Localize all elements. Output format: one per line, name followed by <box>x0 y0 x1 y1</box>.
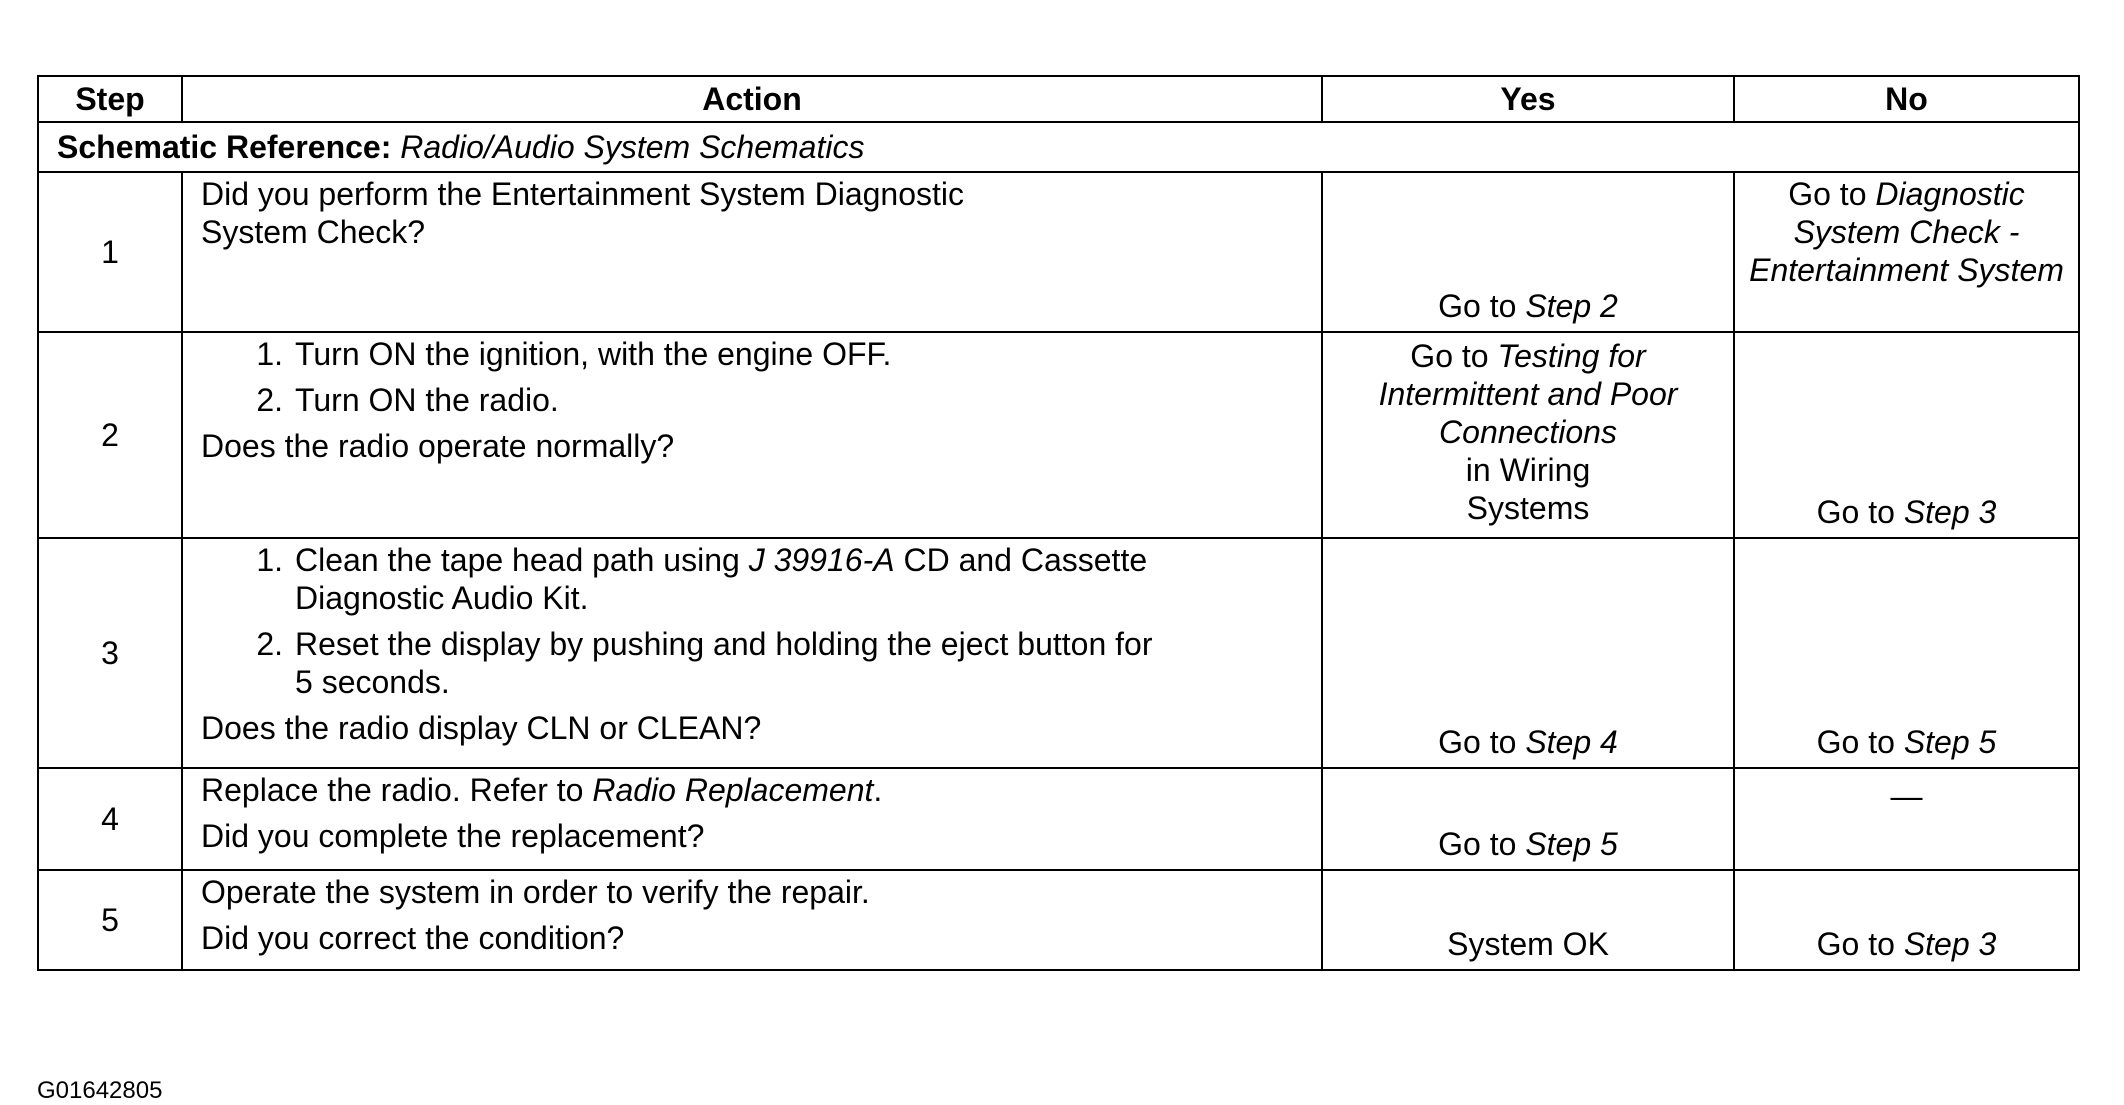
step-link[interactable]: Step 3 <box>1903 494 1997 530</box>
action-question: Did you complete the replacement? <box>201 818 705 854</box>
testing-link[interactable]: Connections <box>1439 414 1617 450</box>
yes-cell: Go to Step 5 <box>1322 768 1734 870</box>
action-cell <box>182 332 1322 538</box>
step-link[interactable]: Step 2 <box>1525 288 1618 324</box>
header-no: No <box>1734 76 2079 122</box>
no-cell: Go to Step 3 <box>1734 332 2079 538</box>
table-row <box>38 332 2079 538</box>
testing-link[interactable]: Intermittent and Poor <box>1378 376 1678 412</box>
step-number: 3 <box>38 538 182 768</box>
not-applicable-dash: — <box>1890 778 1923 814</box>
diagnostic-link[interactable]: Diagnostic <box>1875 176 2025 212</box>
step-link[interactable]: Step 5 <box>1903 724 1997 760</box>
schematic-reference <box>38 122 2079 172</box>
header-row <box>38 76 2079 122</box>
no-cell <box>1734 768 2079 870</box>
list-item: 2. Turn ON the radio. <box>256 382 559 418</box>
yes-cell: System OK <box>1322 870 1734 970</box>
header-yes: Yes <box>1322 76 1734 122</box>
action-cell <box>182 538 1322 768</box>
action-question: Does the radio operate normally? <box>201 428 675 464</box>
tool-link[interactable]: J 39916-A <box>748 542 895 578</box>
table-row <box>38 172 2079 332</box>
schematic-row <box>38 122 2079 172</box>
list-item: 2. Reset the display by pushing and holding the eject button for 5 seconds. <box>256 626 1153 700</box>
step-number: 4 <box>38 768 182 870</box>
schematic-label: Schematic Reference: <box>57 129 392 165</box>
diagnostic-document <box>37 75 2078 1104</box>
diagnostic-link[interactable]: Entertainment System <box>1749 252 2064 288</box>
action-text: System Check? <box>201 214 426 250</box>
step-number: 1 <box>38 172 182 332</box>
table-row <box>38 538 2079 768</box>
step-number: 5 <box>38 870 182 970</box>
no-cell: Go to Diagnostic System Check - Entertainment System <box>1734 172 2079 332</box>
table-row <box>38 768 2079 870</box>
header-action: Action <box>182 76 1322 122</box>
step-link[interactable]: Step 3 <box>1903 926 1997 962</box>
diagnostic-table <box>37 75 2080 971</box>
step-link[interactable]: Step 4 <box>1525 724 1618 760</box>
diagnostic-link[interactable]: System Check - <box>1793 214 2020 250</box>
schematic-link[interactable]: Radio/Audio System Schematics <box>400 129 865 165</box>
step-number: 2 <box>38 332 182 538</box>
action-cell <box>182 870 1322 970</box>
testing-link[interactable]: Testing for <box>1497 338 1646 374</box>
action-text: Operate the system in order to verify the repair. <box>201 874 870 910</box>
no-cell: Go to Step 3 <box>1734 870 2079 970</box>
list-item: 1. Clean the tape head path using J 39916-A CD and Cassette Diagnostic Audio Kit. <box>256 542 1148 616</box>
action-list <box>201 541 1303 701</box>
yes-cell: Go to Step 2 <box>1322 172 1734 332</box>
action-cell: Replace the radio. Refer to Radio Replacement. Did you complete the replacement? <box>182 768 1322 870</box>
yes-cell: Go to Testing for Intermittent and Poor Connections in Wiring Systems <box>1322 332 1734 538</box>
action-question: Did you correct the condition? <box>201 920 625 956</box>
no-cell: Go to Step 5 <box>1734 538 2079 768</box>
replacement-link[interactable]: Radio Replacement <box>592 772 874 808</box>
action-text: Did you perform the Entertainment System Diagnostic <box>201 176 964 212</box>
yes-cell: Go to Step 4 <box>1322 538 1734 768</box>
table-row <box>38 870 2079 970</box>
action-question: Does the radio display CLN or CLEAN? <box>201 710 762 746</box>
action-cell <box>182 172 1322 332</box>
figure-id: G01642805 <box>37 1077 163 1104</box>
step-link[interactable]: Step 5 <box>1525 826 1618 862</box>
list-item: 1. Turn ON the ignition, with the engine OFF. <box>256 336 892 372</box>
action-list <box>201 335 1303 419</box>
header-step: Step <box>38 76 182 122</box>
